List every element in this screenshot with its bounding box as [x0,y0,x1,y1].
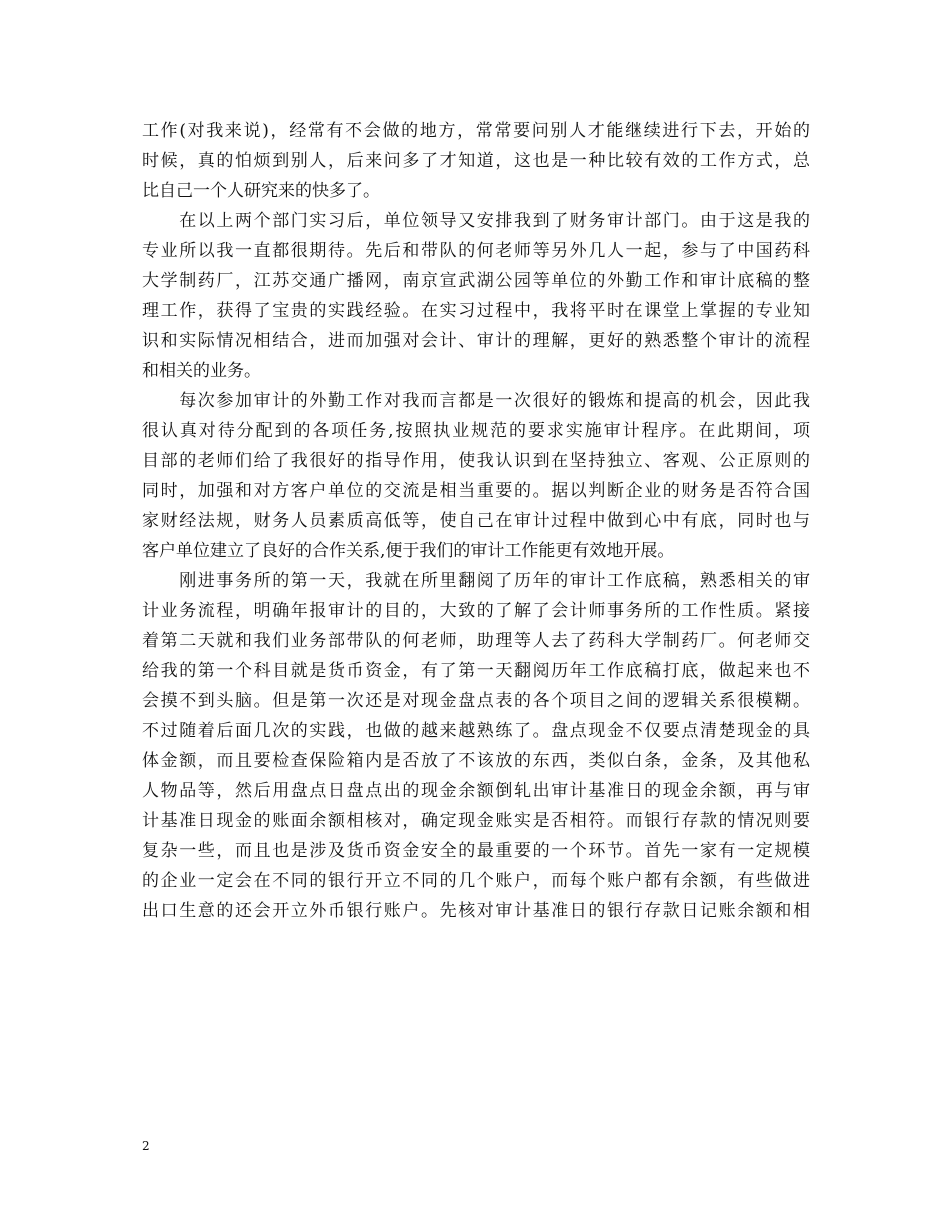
text-line: 每次参加审计的外勤工作对我而言都是一次很好的锻炼和提高的机会，因此我 [142,391,810,411]
text-line: 很认真对待分配到的各项任务,按照执业规范的要求实施审计程序。在此期间，项 [142,421,810,441]
text-line: 计基准日现金的账面余额相核对，确定现金账实是否相符。而银行存款的情况则要 [142,811,810,831]
text-line: 复杂一些，而且也是涉及货币资金安全的最重要的一个环节。首先一家有一定规模 [142,841,810,861]
text-line: 和相关的业务。 [142,361,261,381]
text-line: 客户单位建立了良好的合作关系,便于我们的审计工作能更有效地开展。 [142,541,675,561]
text-line: 出口生意的还会开立外币银行账户。先核对审计基准日的银行存款日记账余额和相 [142,901,810,921]
text-line: 体金额，而且要检查保险箱内是否放了不该放的东西，类似白条，金条，及其他私 [142,751,810,771]
text-line: 比自己一个人研究来的快多了。 [142,181,380,201]
text-line: 的企业一定会在不同的银行开立不同的几个账户，而每个账户都有余额，有些做进 [142,871,810,891]
text-line: 识和实际情况相结合，进而加强对会计、审计的理解，更好的熟悉整个审计的流程 [142,331,810,351]
text-line: 着第二天就和我们业务部带队的何老师，助理等人去了药科大学制药厂。何老师交 [142,631,810,651]
text-line: 工作(对我来说)，经常有不会做的地方，常常要问别人才能继续进行下去，开始的 [142,121,810,141]
text-line: 刚进事务所的第一天，我就在所里翻阅了历年的审计工作底稿，熟悉相关的审 [142,571,810,591]
text-line: 人物品等，然后用盘点日盘点出的现金余额倒轧出审计基准日的现金余额，再与审 [142,781,810,801]
text-line: 同时，加强和对方客户单位的交流是相当重要的。据以判断企业的财务是否符合国 [142,481,810,501]
text-line: 家财经法规，财务人员素质高低等，使自己在审计过程中做到心中有底，同时也与 [142,511,810,531]
text-line: 计业务流程，明确年报审计的目的，大致的了解了会计师事务所的工作性质。紧接 [142,601,810,621]
text-line: 不过随着后面几次的实践，也做的越来越熟练了。盘点现金不仅要点清楚现金的具 [142,721,810,741]
body-text [142,116,810,926]
page-number: 2 [142,1139,150,1153]
text-line: 时候，真的怕烦到别人，后来问多了才知道，这也是一种比较有效的工作方式，总 [142,151,810,171]
text-line: 会摸不到头脑。但是第一次还是对现金盘点表的各个项目之间的逻辑关系很模糊。 [142,691,810,711]
text-line: 目部的老师们给了我很好的指导作用，使我认识到在坚持独立、客观、公正原则的 [142,451,810,471]
text-line: 大学制药厂，江苏交通广播网，南京宣武湖公园等单位的外勤工作和审计底稿的整 [142,271,810,291]
text-line: 专业所以我一直都很期待。先后和带队的何老师等另外几人一起，参与了中国药科 [142,241,810,261]
text-line: 理工作，获得了宝贵的实践经验。在实习过程中，我将平时在课堂上掌握的专业知 [142,301,810,321]
text-line: 在以上两个部门实习后，单位领导又安排我到了财务审计部门。由于这是我的 [142,211,810,231]
text-line: 给我的第一个科目就是货币资金，有了第一天翻阅历年工作底稿打底，做起来也不 [142,661,810,681]
